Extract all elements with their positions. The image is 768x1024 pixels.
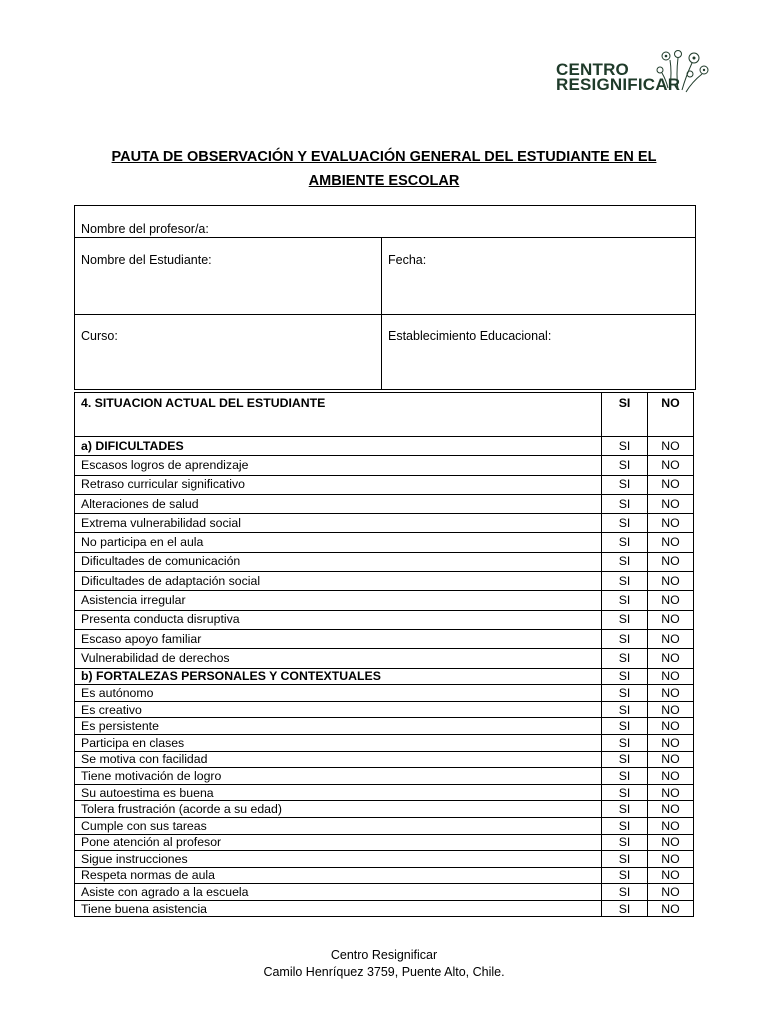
no-option[interactable]: NO xyxy=(648,475,694,494)
row-label: Dificultades de adaptación social xyxy=(75,572,602,591)
course-field[interactable]: Curso: xyxy=(75,315,382,390)
si-option[interactable]: SI xyxy=(602,701,648,718)
row-label: No participa en el aula xyxy=(75,533,602,552)
si-option[interactable]: SI xyxy=(602,514,648,533)
row-label: b) FORTALEZAS PERSONALES Y CONTEXTUALES xyxy=(75,668,602,685)
si-option[interactable]: SI xyxy=(602,900,648,917)
no-option[interactable]: NO xyxy=(648,533,694,552)
no-option[interactable]: NO xyxy=(648,572,694,591)
table-row xyxy=(75,900,694,917)
header-no: NO xyxy=(648,393,694,437)
no-option[interactable]: NO xyxy=(648,668,694,685)
si-option[interactable]: SI xyxy=(602,475,648,494)
row-label: Se motiva con facilidad xyxy=(75,751,602,768)
table-row xyxy=(75,685,694,702)
brand-logo xyxy=(556,48,716,98)
si-option[interactable]: SI xyxy=(602,572,648,591)
title-line-2: AMBIENTE ESCOLAR xyxy=(308,173,460,189)
no-option[interactable]: NO xyxy=(648,685,694,702)
student-info-table xyxy=(74,205,696,390)
no-option[interactable]: NO xyxy=(648,701,694,718)
row-label: a) DIFICULTADES xyxy=(75,437,602,456)
table-row xyxy=(75,456,694,475)
footer xyxy=(0,947,768,981)
no-option[interactable]: NO xyxy=(648,456,694,475)
row-label: Es creativo xyxy=(75,701,602,718)
table-row xyxy=(75,591,694,610)
no-option[interactable]: NO xyxy=(648,552,694,571)
si-option[interactable]: SI xyxy=(602,734,648,751)
si-option[interactable]: SI xyxy=(602,685,648,702)
table-row xyxy=(75,649,694,668)
si-option[interactable]: SI xyxy=(602,437,648,456)
table-row xyxy=(75,718,694,735)
row-label: Pone atención al profesor xyxy=(75,834,602,851)
table-row xyxy=(75,768,694,785)
no-option[interactable]: NO xyxy=(648,784,694,801)
table-row xyxy=(75,867,694,884)
no-option[interactable]: NO xyxy=(648,768,694,785)
row-label: Dificultades de comunicación xyxy=(75,552,602,571)
si-option[interactable]: SI xyxy=(602,649,648,668)
row-label: Extrema vulnerabilidad social xyxy=(75,514,602,533)
teacher-name-field[interactable]: Nombre del profesor/a: xyxy=(75,206,696,238)
table-row xyxy=(75,629,694,648)
row-label: Alteraciones de salud xyxy=(75,494,602,513)
si-option[interactable]: SI xyxy=(602,591,648,610)
row-label: Tiene motivación de logro xyxy=(75,768,602,785)
si-option[interactable]: SI xyxy=(602,784,648,801)
no-option[interactable]: NO xyxy=(648,610,694,629)
row-label: Sigue instrucciones xyxy=(75,851,602,868)
header-si: SI xyxy=(602,393,648,437)
no-option[interactable]: NO xyxy=(648,834,694,851)
no-option[interactable]: NO xyxy=(648,734,694,751)
table-row xyxy=(75,610,694,629)
row-label: Presenta conducta disruptiva xyxy=(75,610,602,629)
si-option[interactable]: SI xyxy=(602,867,648,884)
table-row xyxy=(75,851,694,868)
row-label: Escaso apoyo familiar xyxy=(75,629,602,648)
no-option[interactable]: NO xyxy=(648,629,694,648)
si-option[interactable]: SI xyxy=(602,552,648,571)
table-row xyxy=(75,494,694,513)
row-label: Tiene buena asistencia xyxy=(75,900,602,917)
table-row xyxy=(75,552,694,571)
si-option[interactable]: SI xyxy=(602,718,648,735)
observation-table xyxy=(74,392,694,917)
table-row xyxy=(75,734,694,751)
student-name-field[interactable]: Nombre del Estudiante: xyxy=(75,238,382,315)
no-option[interactable]: NO xyxy=(648,867,694,884)
document-title xyxy=(70,145,698,193)
table-row xyxy=(75,884,694,901)
footer-line-2: Camilo Henríquez 3759, Puente Alto, Chile. xyxy=(263,965,505,979)
table-row xyxy=(75,572,694,591)
row-label: Tolera frustración (acorde a su edad) xyxy=(75,801,602,818)
no-option[interactable]: NO xyxy=(648,437,694,456)
no-option[interactable]: NO xyxy=(648,514,694,533)
date-field[interactable]: Fecha: xyxy=(382,238,696,315)
school-field[interactable]: Establecimiento Educacional: xyxy=(382,315,696,390)
row-label: Cumple con sus tareas xyxy=(75,817,602,834)
row-label: Es persistente xyxy=(75,718,602,735)
si-option[interactable]: SI xyxy=(602,817,648,834)
si-option[interactable]: SI xyxy=(602,751,648,768)
title-line-1: PAUTA DE OBSERVACIÓN Y EVALUACIÓN GENERAL DEL ESTUDIANTE EN EL xyxy=(111,149,657,165)
si-option[interactable]: SI xyxy=(602,668,648,685)
no-option[interactable]: NO xyxy=(648,494,694,513)
table-header-row xyxy=(75,393,694,437)
no-option[interactable]: NO xyxy=(648,591,694,610)
row-label: Es autónomo xyxy=(75,685,602,702)
table-row xyxy=(75,817,694,834)
table-row xyxy=(75,751,694,768)
row-label: Escasos logros de aprendizaje xyxy=(75,456,602,475)
si-option[interactable]: SI xyxy=(602,801,648,818)
logo-line-2: RESIGNIFICAR xyxy=(556,75,681,94)
footer-line-1: Centro Resignificar xyxy=(330,948,438,962)
no-option[interactable]: NO xyxy=(648,817,694,834)
no-option[interactable]: NO xyxy=(648,649,694,668)
table-row xyxy=(75,784,694,801)
row-label: Asiste con agrado a la escuela xyxy=(75,884,602,901)
row-label: Retraso curricular significativo xyxy=(75,475,602,494)
header-label: 4. SITUACION ACTUAL DEL ESTUDIANTE xyxy=(75,393,602,437)
si-option[interactable]: SI xyxy=(602,494,648,513)
flower-icon xyxy=(648,48,712,98)
si-option[interactable]: SI xyxy=(602,834,648,851)
si-option[interactable]: SI xyxy=(602,768,648,785)
no-option[interactable]: NO xyxy=(648,900,694,917)
row-label: Asistencia irregular xyxy=(75,591,602,610)
si-option[interactable]: SI xyxy=(602,610,648,629)
table-row xyxy=(75,801,694,818)
table-row xyxy=(75,475,694,494)
logo-line-1: CENTRO xyxy=(556,60,629,79)
si-option[interactable]: SI xyxy=(602,851,648,868)
section-row xyxy=(75,437,694,456)
si-option[interactable]: SI xyxy=(602,456,648,475)
si-option[interactable]: SI xyxy=(602,629,648,648)
no-option[interactable]: NO xyxy=(648,801,694,818)
row-label: Su autoestima es buena xyxy=(75,784,602,801)
no-option[interactable]: NO xyxy=(648,751,694,768)
table-row xyxy=(75,533,694,552)
no-option[interactable]: NO xyxy=(648,718,694,735)
no-option[interactable]: NO xyxy=(648,884,694,901)
si-option[interactable]: SI xyxy=(602,533,648,552)
si-option[interactable]: SI xyxy=(602,884,648,901)
section-row xyxy=(75,668,694,685)
row-label: Participa en clases xyxy=(75,734,602,751)
no-option[interactable]: NO xyxy=(648,851,694,868)
table-row xyxy=(75,701,694,718)
table-row xyxy=(75,834,694,851)
row-label: Vulnerabilidad de derechos xyxy=(75,649,602,668)
row-label: Respeta normas de aula xyxy=(75,867,602,884)
table-row xyxy=(75,514,694,533)
